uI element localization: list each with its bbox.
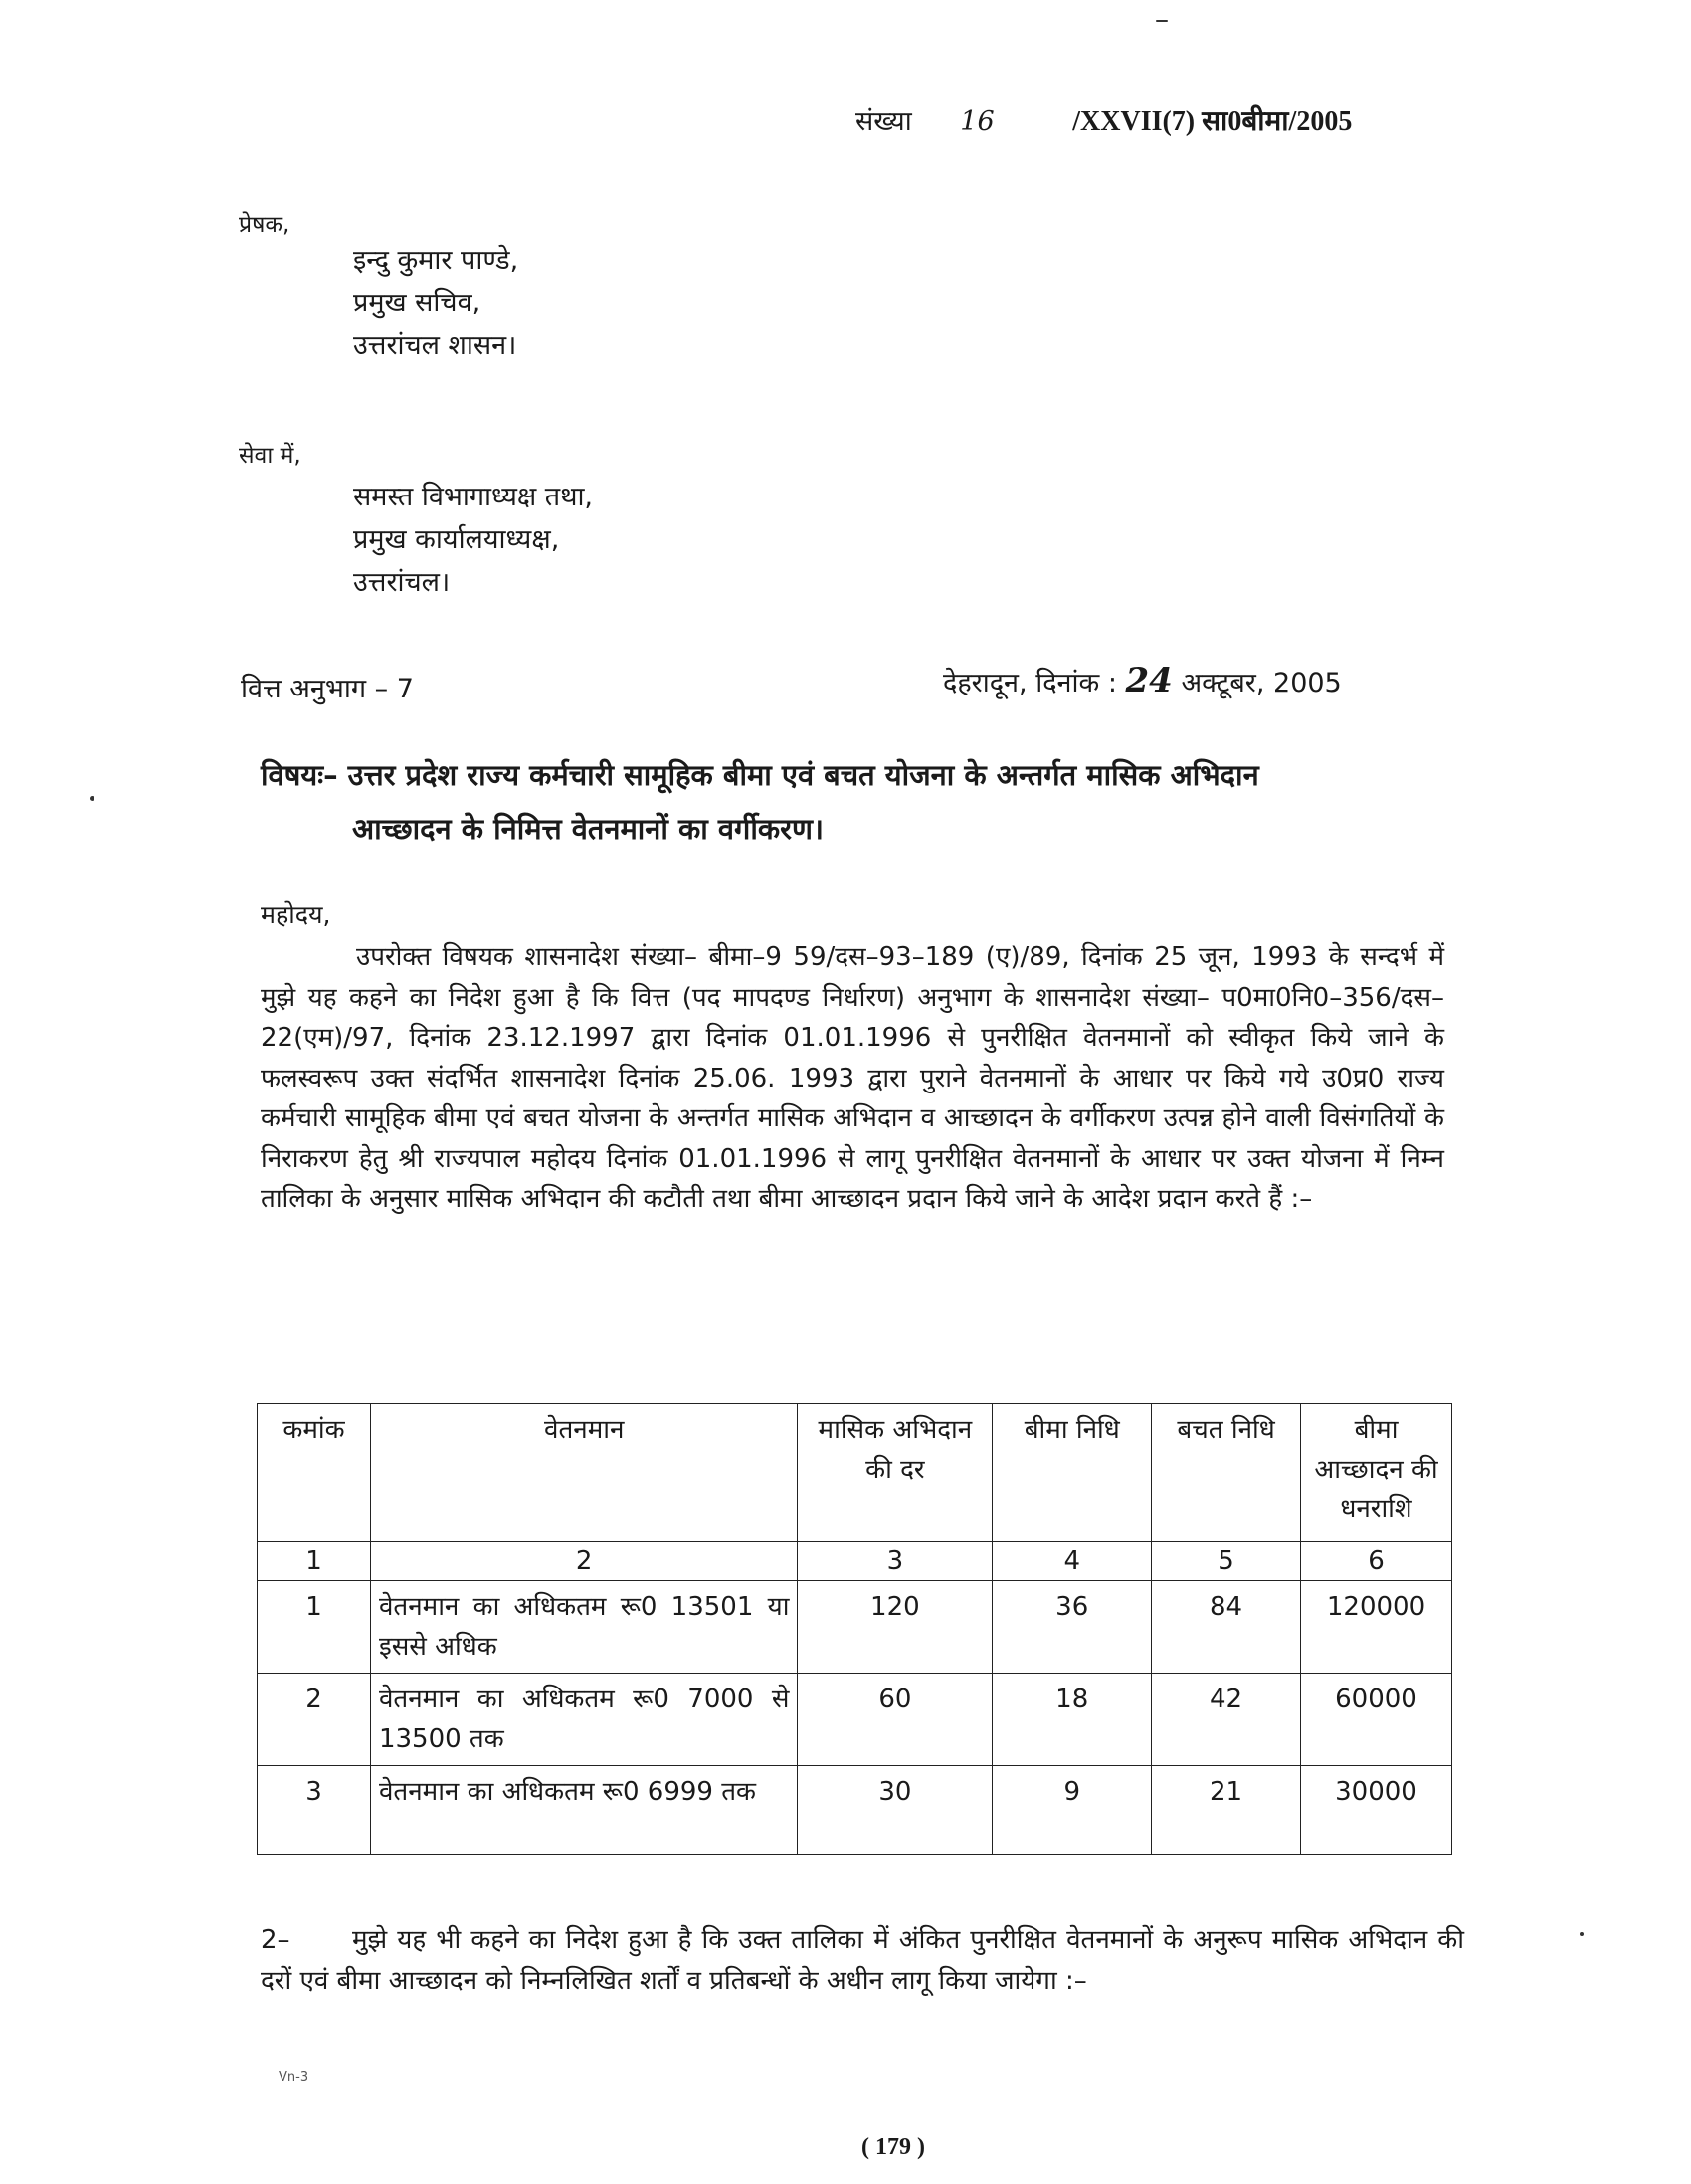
table-cell: 1 (258, 1581, 371, 1674)
table-cell: 18 (993, 1674, 1152, 1766)
table-column-number: 3 (798, 1542, 993, 1581)
date-day: 24 (1125, 661, 1173, 700)
table-column-number-row (258, 1542, 1452, 1581)
table-header-row (258, 1404, 1452, 1542)
sender-block (353, 239, 518, 367)
reference-label: संख्या (855, 106, 912, 137)
subject-line-1: विषयः– उत्तर प्रदेश राज्य कर्मचारी सामूहिक बीमा एवं बचत योजना के अन्तर्गत मासिक अभिदान (261, 758, 1259, 792)
sender-office: उत्तरांचल शासन। (353, 330, 517, 361)
paragraph-1 (261, 937, 1444, 1220)
table-header-cell: मासिक अभिदान की दर (798, 1404, 993, 1542)
paragraph-2-number: 2– (261, 1925, 290, 1955)
paragraph-1-text: उपरोक्त विषयक शासनादेश संख्या– बीमा–9 59/दस–93–189 (ए)/89, दिनांक 25 जून, 1993 के सन्दर्भ में मुझे यह कहने का निदेश हुआ है कि वित्त (पद मापदण्ड निर्धारण) अनुभाग के शासनादेश संख्या– प0मा0नि0–356/दस–22(एम)/97, दिनांक 23.12.1997 द्वारा दिनांक 01.01.1996 से पुनरीक्षित वेतनमानों को स्वीकृत किये जाने के फलस्वरूप उक्त संदर्भित शासनादेश दिनांक 25.06. 1993 द्वारा पुराने वेतनमानों के आधार पर किये गये उ0प्र0 राज्य कर्मचारी सामूहिक बीमा एवं बचत योजना के अन्तर्गत मासिक अभिदान व आच्छादन के वर्गीकरण उत्पन्न होने वाली विसंगतियों के निराकरण हेतु श्री राज्यपाल महोदय दिनांक 01.01.1996 से लागू पुनरीक्षित वेतनमानों के आधार पर उक्त योजना में निम्न तालिका के अनुसार मासिक अभिदान की कटौती तथा बीमा आच्छादन प्रदान किये जाने के आदेश प्रदान करते हैं :– (261, 942, 1444, 1214)
reference-code: /XXVII(7) सा0बीमा/2005 (1072, 106, 1353, 137)
table-cell: 9 (993, 1766, 1152, 1855)
table-cell: 30000 (1301, 1766, 1452, 1855)
reference-number (855, 101, 1352, 139)
recipient-line-3: उत्तरांचल। (353, 567, 451, 598)
recipient-line-2: प्रमुख कार्यालयाध्यक्ष, (353, 524, 560, 555)
date-suffix: अक्टूबर, 2005 (1181, 668, 1342, 698)
table-row (258, 1674, 1452, 1766)
table-header-cell: वेतनमान (370, 1404, 798, 1542)
table-column-number: 6 (1301, 1542, 1452, 1581)
table-column-number: 5 (1152, 1542, 1301, 1581)
scan-speck (1580, 1932, 1584, 1936)
paragraph-2-text: मुझे यह भी कहने का निदेश हुआ है कि उक्त तालिका में अंकित पुनरीक्षित वेतनमानों के अनुरूप मासिक अभिदान की दरों एवं बीमा आच्छादन को निम्नलिखित शर्तों व प्रतिबन्धों के अधीन लागू किया जायेगा :– (261, 1925, 1464, 1996)
sender-name: इन्दु कुमार पाण्डे, (353, 245, 519, 276)
table-cell: 60 (798, 1674, 993, 1766)
scan-speck (1156, 20, 1168, 22)
subject-line-2: आच्छादन के निमित्त वेतनमानों का वर्गीकरण। (352, 812, 824, 846)
table-header-cell: बीमा आच्छादन की धनराशि (1301, 1404, 1452, 1542)
table-cell: 42 (1152, 1674, 1301, 1766)
table-row (258, 1581, 1452, 1674)
scan-speck (90, 796, 94, 801)
date-line (943, 661, 1342, 700)
paragraph-2 (261, 1920, 1464, 2001)
table-cell: 120 (798, 1581, 993, 1674)
table-cell: 36 (993, 1581, 1152, 1674)
table-header-cell: कमांक (258, 1404, 371, 1542)
sender-designation: प्रमुख सचिव, (353, 288, 481, 318)
table-cell: 120000 (1301, 1581, 1452, 1674)
table-header-cell: बीमा निधि (993, 1404, 1152, 1542)
table-cell: 60000 (1301, 1674, 1452, 1766)
salutation: महोदय, (261, 900, 331, 929)
subject (261, 748, 1454, 856)
table-row (258, 1766, 1452, 1855)
table-column-number: 2 (370, 1542, 798, 1581)
table-cell: वेतनमान का अधिकतम रू0 7000 से 13500 तक (370, 1674, 798, 1766)
reference-handwritten-number: 16 (960, 106, 995, 137)
table-cell: 84 (1152, 1581, 1301, 1674)
table-cell: 3 (258, 1766, 371, 1855)
table-cell: वेतनमान का अधिकतम रू0 6999 तक (370, 1766, 798, 1855)
recipient-block (353, 476, 593, 604)
page-number: ( 179 ) (861, 2134, 925, 2160)
table-cell: 30 (798, 1766, 993, 1855)
section-label: वित्त अनुभाग – 7 (241, 674, 414, 704)
footer-code: Vn-3 (279, 2070, 309, 2085)
sender-label: प्रेषक, (239, 212, 290, 238)
table-cell: 21 (1152, 1766, 1301, 1855)
recipient-label: सेवा में, (239, 443, 301, 469)
table-column-number: 4 (993, 1542, 1152, 1581)
table-cell: 2 (258, 1674, 371, 1766)
table-cell: वेतनमान का अधिकतम रू0 13501 या इससे अधिक (370, 1581, 798, 1674)
table-header-cell: बचत निधि (1152, 1404, 1301, 1542)
recipient-line-1: समस्त विभागाध्यक्ष तथा, (353, 482, 594, 512)
contribution-table (257, 1403, 1452, 1855)
table-column-number: 1 (258, 1542, 371, 1581)
date-prefix: देहरादून, दिनांक : (943, 668, 1117, 698)
